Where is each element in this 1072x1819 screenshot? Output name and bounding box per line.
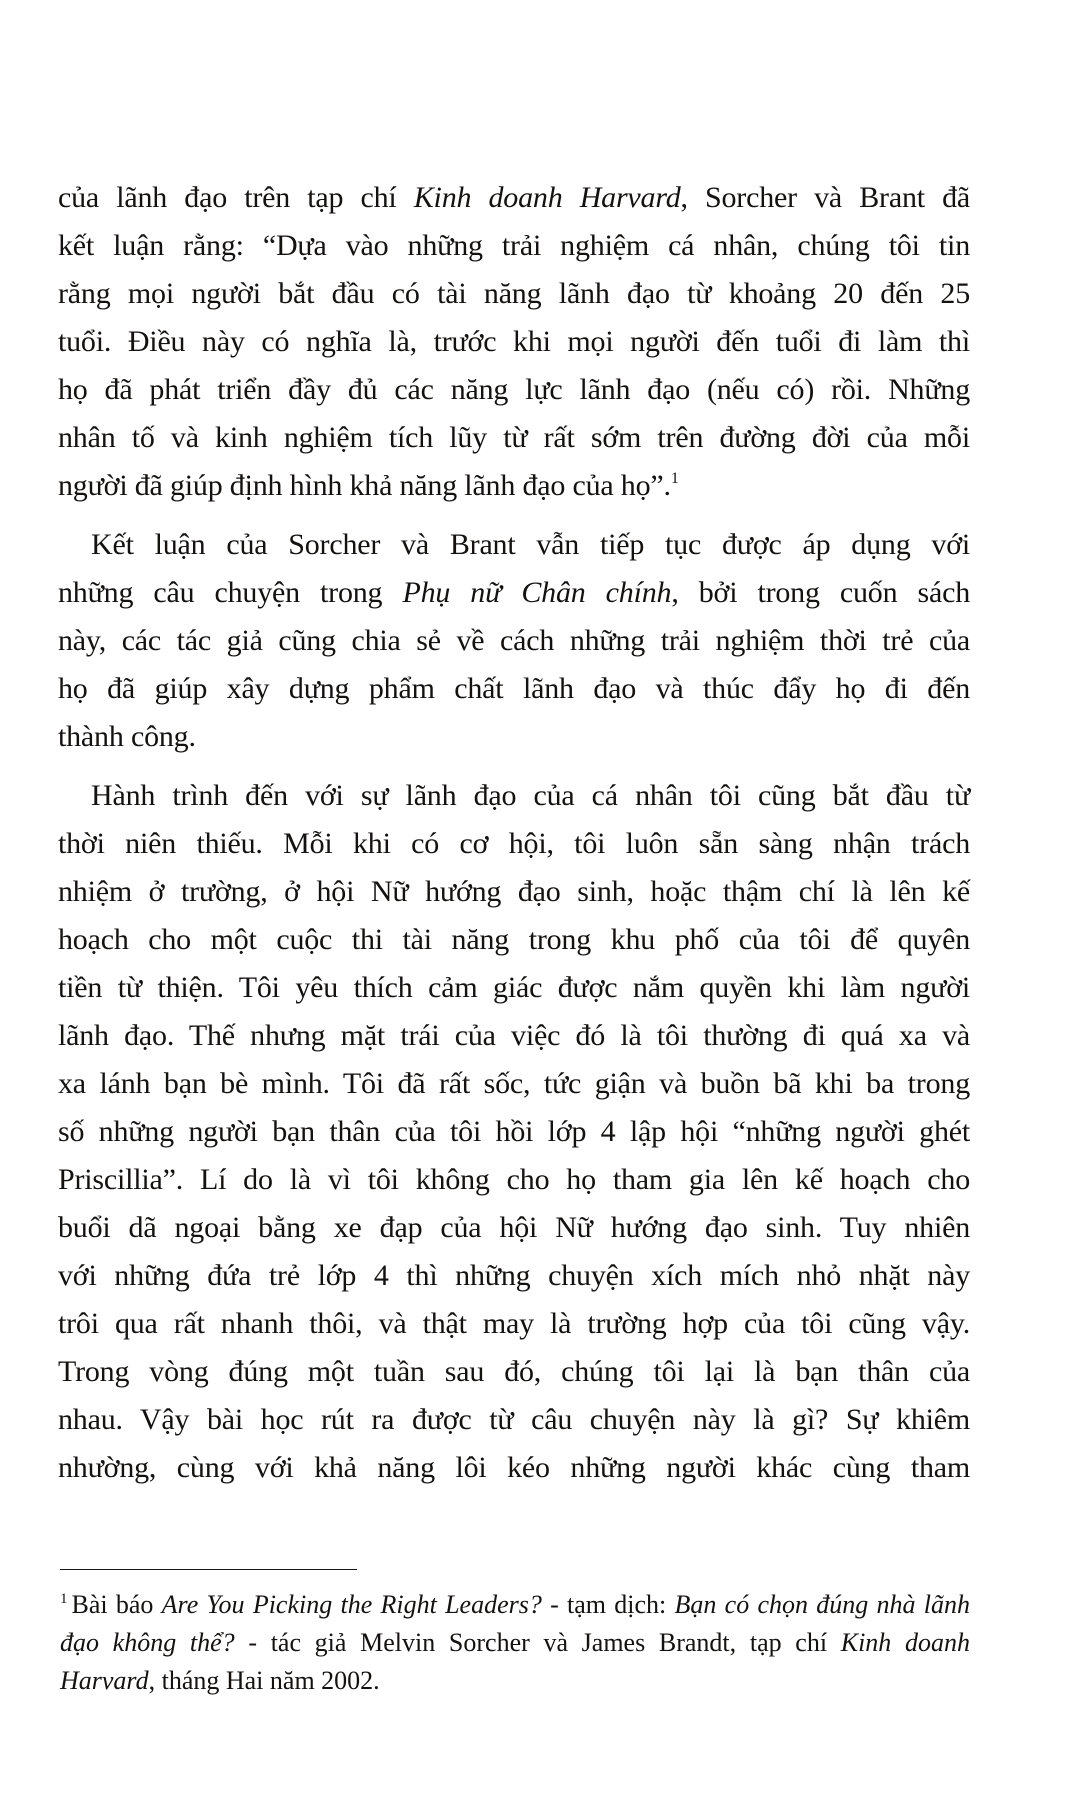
italic-translated-title: đạo không thể?: [60, 1628, 235, 1657]
text-line: [58, 665, 970, 713]
text-run: họ đã giúp xây dựng phẩm chất lãnh đạo và thúc đẩy họ đi đến: [58, 672, 970, 705]
text-run: rằng mọi người bắt đầu có tài năng lãnh đạo từ khoảng 20 đến 25: [58, 277, 970, 310]
footnote-line: [60, 1662, 970, 1700]
text-line: [58, 868, 970, 916]
text-run: - tác giả Melvin Sorcher và James Brandt, tạp chí: [234, 1628, 841, 1657]
text-line: [58, 713, 970, 761]
text-run: , bởi trong cuốn sách: [671, 576, 971, 609]
text-line: [58, 1108, 970, 1156]
text-run: buổi dã ngoại bằng xe đạp của hội Nữ hướng đạo sinh. Tuy nhiên: [58, 1211, 970, 1244]
text-line: [58, 1060, 970, 1108]
text-run: này, các tác giả cũng chia sẻ về cách những trải nghiệm thời trẻ của: [58, 624, 970, 657]
text-run: của lãnh đạo trên tạp chí: [58, 181, 414, 214]
text-run: nhiệm ở trường, ở hội Nữ hướng đạo sinh, hoặc thậm chí là lên kế: [58, 875, 970, 908]
text-line: [58, 1012, 970, 1060]
paragraph-1: [58, 174, 970, 510]
body-text: [58, 174, 970, 1503]
text-run: thành công.: [58, 720, 196, 753]
text-line: [58, 569, 970, 617]
text-run: Bài báo: [71, 1590, 162, 1619]
italic-journal-title: Kinh doanh: [840, 1628, 970, 1657]
text-line: [58, 174, 970, 222]
text-line: [58, 521, 970, 569]
text-line: [58, 366, 970, 414]
text-run: lãnh đạo. Thế nhưng mặt trái của việc đó là tôi thường đi quá xa và: [58, 1019, 970, 1052]
text-run: - tạm dịch:: [541, 1590, 675, 1619]
text-run: , tháng Hai năm 2002.: [148, 1666, 380, 1695]
text-run: người đã giúp định hình khả năng lãnh đạo của họ”.: [58, 469, 671, 502]
text-run: hoạch cho một cuộc thi tài năng trong khu phố của tôi để quyên: [58, 923, 970, 956]
paragraph-2: [58, 521, 970, 761]
text-run: Kết luận của Sorcher và Brant vẫn tiếp tục được áp dụng với: [91, 528, 970, 561]
text-run: thời niên thiếu. Mỗi khi có cơ hội, tôi luôn sẵn sàng nhận trách: [58, 827, 970, 860]
italic-translated-title: Bạn có chọn đúng nhà lãnh: [674, 1590, 970, 1619]
text-line: [58, 222, 970, 270]
text-run: nhân tố và kinh nghiệm tích lũy từ rất sớm trên đường đời của mỗi: [58, 421, 970, 454]
text-line: [58, 772, 970, 820]
text-run: họ đã phát triển đầy đủ các năng lực lãnh đạo (nếu có) rồi. Những: [58, 373, 970, 406]
text-run: xa lánh bạn bè mình. Tôi đã rất sốc, tức giận và buồn bã khi ba trong: [58, 1067, 970, 1100]
text-line: [58, 820, 970, 868]
footnote: [60, 1586, 970, 1700]
text-line: [58, 1396, 970, 1444]
text-line: [58, 270, 970, 318]
text-line: [58, 414, 970, 462]
text-line: [58, 1156, 970, 1204]
text-run: Trong vòng đúng một tuần sau đó, chúng tôi lại là bạn thân của: [58, 1355, 970, 1388]
text-run: với những đứa trẻ lớp 4 thì những chuyện xích mích nhỏ nhặt này: [58, 1259, 970, 1292]
footnote-line: [60, 1624, 970, 1662]
text-line: [58, 1252, 970, 1300]
italic-journal-title: Harvard: [60, 1666, 149, 1695]
text-run: trôi qua rất nhanh thôi, và thật may là trường hợp của tôi cũng vậy.: [58, 1307, 970, 1340]
text-run: tiền từ thiện. Tôi yêu thích cảm giác được nắm quyền khi làm người: [58, 971, 970, 1004]
footnote-reference[interactable]: 1: [670, 470, 679, 487]
text-run: số những người bạn thân của tôi hồi lớp 4 lập hội “những người ghét: [58, 1115, 970, 1148]
text-run: tuổi. Điều này có nghĩa là, trước khi mọi người đến tuổi đi làm thì: [58, 325, 970, 358]
text-run: Priscillia”. Lí do là vì tôi không cho họ tham gia lên kế hoạch cho: [58, 1163, 970, 1196]
text-run: Hành trình đến với sự lãnh đạo của cá nhân tôi cũng bắt đầu từ: [91, 779, 970, 812]
italic-journal-title: Kinh doanh Harvard: [413, 181, 681, 214]
text-line: [58, 462, 970, 510]
italic-article-title: Are You Picking the Right Leaders?: [161, 1590, 542, 1619]
text-line: [58, 1300, 970, 1348]
text-line: [58, 617, 970, 665]
text-line: [58, 1204, 970, 1252]
text-run: , Sorcher và Brant đã: [680, 181, 970, 214]
paragraph-3: [58, 772, 970, 1492]
text-line: [58, 318, 970, 366]
footnote-divider: [60, 1569, 357, 1570]
text-line: [58, 964, 970, 1012]
text-line: [58, 1444, 970, 1492]
footnote-marker: 1: [60, 1591, 68, 1607]
italic-book-title: Phụ nữ Chân chính: [402, 576, 672, 609]
text-line: [58, 916, 970, 964]
text-run: nhau. Vậy bài học rút ra được từ câu chuyện này là gì? Sự khiêm: [58, 1403, 970, 1436]
footnote-line: [60, 1586, 970, 1624]
text-line: [58, 1348, 970, 1396]
text-run: những câu chuyện trong: [58, 576, 403, 609]
text-run: nhường, cùng với khả năng lôi kéo những người khác cùng tham: [58, 1451, 970, 1484]
text-run: kết luận rằng: “Dựa vào những trải nghiệm cá nhân, chúng tôi tin: [58, 229, 970, 262]
